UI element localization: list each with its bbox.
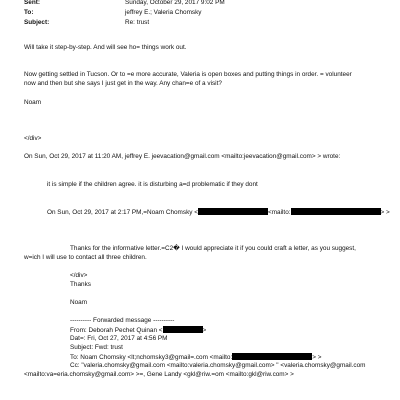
body-para2-line-2: now and then but she says I just get in the way. Any chan=e of a visit?	[24, 80, 222, 87]
forwarded-from-prefix: From: Deborah Pechet Quinan <	[70, 327, 163, 334]
sent-label: Sent:	[24, 0, 40, 6]
quote-body-2-line-1: Thanks for the informative letter.=C2� I would appreciate it if you could craft a letter, as you suggest,	[70, 245, 356, 252]
redaction-block	[232, 353, 312, 360]
forwarded-to-end: > >	[312, 354, 322, 361]
thanks-text: Thanks	[70, 281, 91, 288]
signature-1: Noam	[24, 99, 42, 106]
quote-body-1: it is simple if the children agree. it is disturbing a=d problematic if they dont	[47, 181, 258, 188]
forwarded-to-prefix: To: Noam Chomsky <lt;nchomsky3@gmail=.com <mailto:	[70, 354, 233, 361]
div-close-1: </div>	[24, 135, 42, 142]
quote2-mailto: <mailto:	[267, 209, 291, 216]
forwarded-from-end: >	[202, 327, 207, 334]
forwarded-subject: Subject: Fwd: trust	[70, 344, 123, 351]
to-label: To:	[24, 9, 34, 16]
redaction-block	[163, 326, 203, 333]
sent-value: Sunday, October 29, 2017 9:02 PM	[125, 0, 225, 6]
quote2-prefix: On Sun, Oct 29, 2017 at 2:17 PM,=Noam Chomsky <	[47, 209, 198, 216]
forwarded-to	[70, 353, 321, 362]
subject-label: Subject:	[24, 19, 50, 26]
quote-body-2-line-2: w=ich I will use to contact all three children.	[24, 254, 147, 261]
quote-header-2	[47, 208, 390, 217]
div-close-2: </div>	[70, 272, 88, 279]
body-line-1: Will take it step-by-step. And will see ho= things work out.	[24, 44, 187, 51]
forwarded-cc-line-2: <mailto:va=eria.chomsky@gmail.com> >=, Gene Landy <gkl@riw.=om <mailto:gkl@riw.com> >	[24, 371, 294, 378]
redaction-block	[291, 208, 381, 215]
forwarded-date: Dat=: Fri, Oct 27, 2017 at 4:56 PM	[70, 335, 168, 342]
forwarded-cc-line-1: Cc: "valeria.chomsky@gmail.com <mailto:valeria.chomsky@gmail.com> " <valeria.chomsky@gmail.com	[70, 362, 366, 369]
redaction-block	[198, 208, 268, 215]
quote-header-1: On Sun, Oct 29, 2017 at 11:20 AM, jeffrey E. jeevacation@gmail.com <mailto:jeevacation@gmail.com> > wrote:	[24, 153, 341, 160]
subject-value: Re: trust	[125, 19, 150, 26]
signature-2: Noam	[70, 299, 88, 306]
body-para2-line-1: Now getting settled in Tucson. Or to =e more accurate, Valeria is open boxes and putting things in order. = volunteer	[24, 71, 352, 78]
quote2-end: > >	[380, 209, 390, 216]
forwarded-from	[70, 326, 206, 335]
forwarded-marker: ---------- Forwarded message ----------	[70, 317, 175, 324]
to-value: jeffrey E.; Valeria Chomsky	[125, 9, 202, 16]
